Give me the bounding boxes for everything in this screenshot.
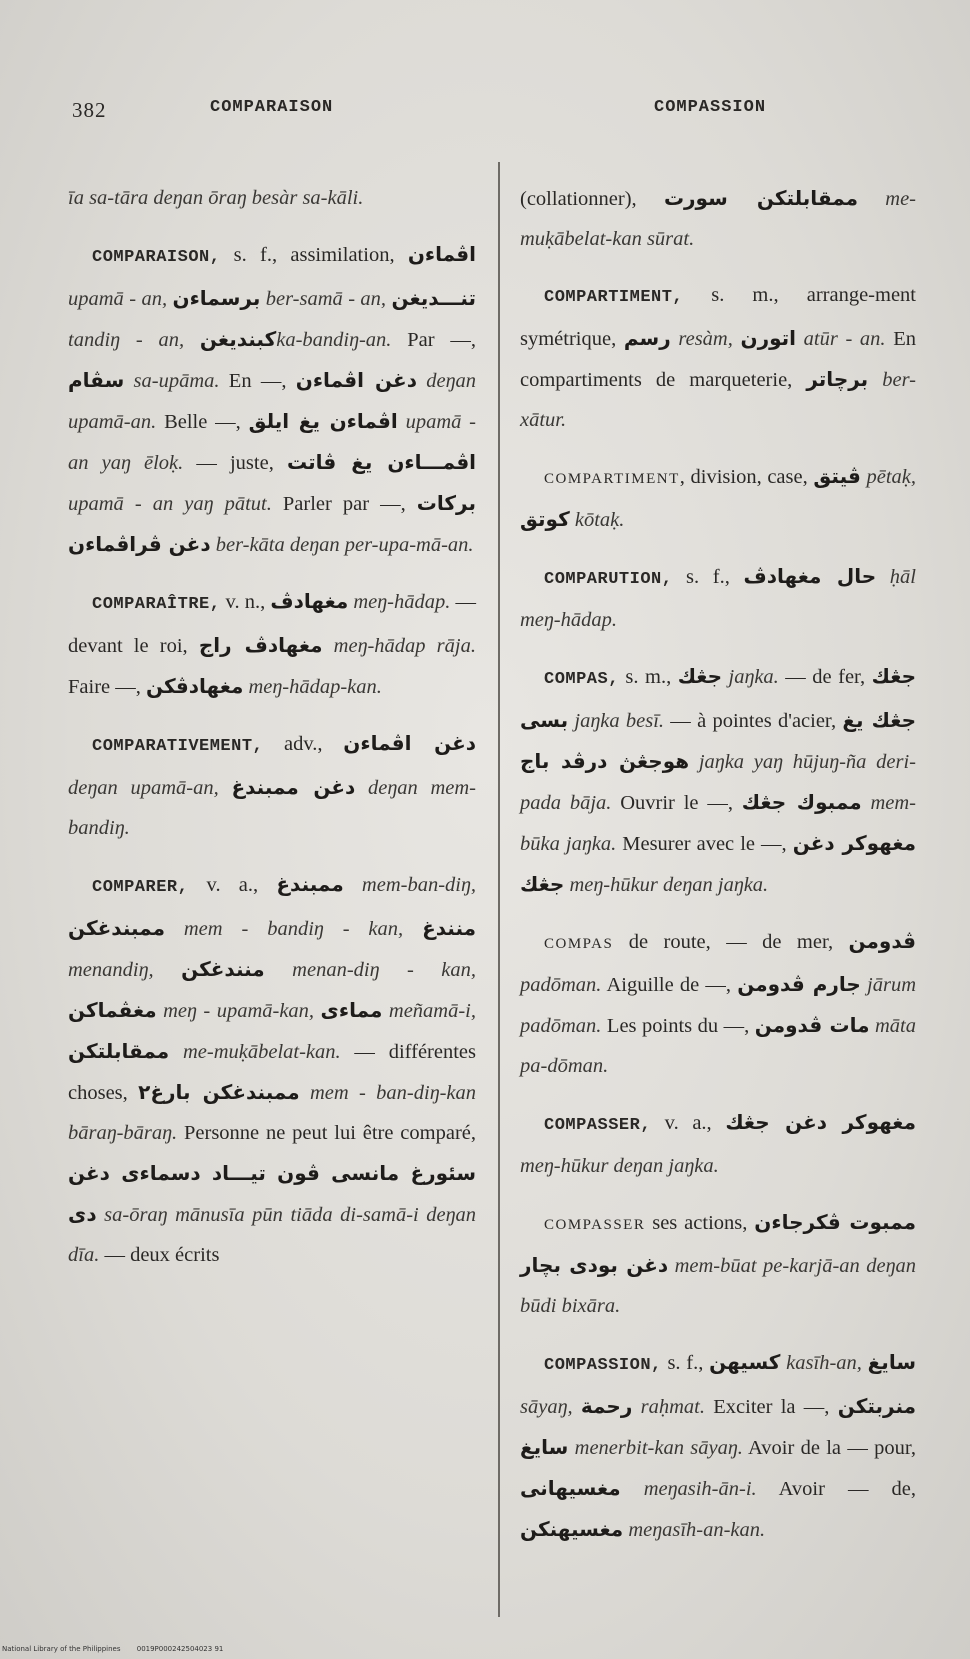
french-gloss: Aiguille de —, (601, 974, 738, 996)
romanized-term: jārum padōman. (520, 974, 916, 1037)
footer-credit (2, 1645, 237, 1653)
romanized-term: jaŋka yaŋ hūjuŋ-ña deri-pada bāja. (520, 751, 916, 814)
romanized-term: ḥāl meŋ-hādap. (520, 566, 916, 631)
jawi-term: كبنديغن (199, 327, 277, 351)
entry-headword: COMPARAÎTRE, (92, 595, 221, 614)
jawi-term: اڤماءن يغ ايلق (248, 409, 398, 433)
romanized-term: sāyaŋ, (520, 1396, 581, 1418)
jawi-term: مغسيهانى (520, 1476, 621, 1500)
romanized-term: menerbit-kan sāyaŋ. (568, 1437, 743, 1459)
dictionary-entry (68, 864, 476, 1275)
romanized-term: jaŋka besī. (568, 710, 665, 732)
jawi-term: سايغ (867, 1350, 916, 1374)
jawi-term: سئورغ مانسى ڤون تيـــاد دسماءى دغن دى (68, 1161, 476, 1226)
dictionary-entry (520, 1342, 916, 1550)
romanized-term: meñamā-i, (382, 1000, 476, 1022)
running-header (0, 98, 970, 128)
romanized-term: māta pa-dōman. (520, 1015, 917, 1077)
dictionary-entry (520, 1102, 916, 1186)
jawi-term: ممبندغكن بارغ٢ (138, 1080, 300, 1104)
jawi-term: برچاتر (806, 367, 869, 391)
jawi-term: جڠك بسى (520, 664, 916, 732)
column-divider (498, 162, 500, 1617)
romanized-term: pētaḳ, (860, 466, 916, 488)
left-column (68, 178, 476, 1291)
dictionary-entry (520, 178, 916, 259)
romanized-term: meŋasih-ān-i. (620, 1478, 757, 1500)
french-gloss: — deux écrits (99, 1244, 220, 1266)
french-gloss: — juste, (183, 452, 287, 474)
french-gloss: — de fer, (778, 666, 872, 688)
french-gloss: Avoir — de, (756, 1478, 916, 1500)
french-gloss: v. n., (220, 591, 271, 613)
french-gloss: de route, — de mer, (613, 931, 849, 953)
romanized-term: raḥmat. (632, 1396, 705, 1418)
entry-headword: COMPARUTION, (544, 570, 673, 589)
header-left-title: COMPARAISON (210, 98, 334, 117)
french-gloss: — devant le roi, (68, 591, 477, 657)
french-gloss: Les points du —, (601, 1015, 755, 1037)
entry-headword: COMPARTIMENT, (544, 288, 684, 307)
entry-headword: COMPASSION, (544, 1356, 662, 1375)
french-gloss: , division, case, (679, 466, 814, 488)
jawi-term: ممقابلتكن (68, 1039, 170, 1063)
jawi-term: جارم ڤدومن (737, 972, 861, 996)
entry-headword: COMPASSER (544, 1217, 646, 1233)
french-gloss: Faire —, (68, 676, 146, 698)
jawi-term: ڤدومن (848, 929, 916, 953)
french-gloss: s. m., arrange-ment symétrique, (520, 284, 916, 350)
french-gloss: Avoir de la — pour, (742, 1437, 916, 1459)
jawi-term: جڠك (677, 664, 723, 688)
romanized-term: mem-būka jaŋka. (520, 792, 916, 855)
dictionary-entry (520, 456, 916, 540)
romanized-term: meŋ-hūkur deŋan jaŋka. (520, 1155, 719, 1177)
romanized-term: upamā - an, (68, 288, 173, 310)
romanized-term: me-muḳābelat-kan sūrat. (520, 188, 916, 250)
french-gloss: ses actions, (645, 1212, 755, 1234)
romanized-term: meŋ - upamā-kan, (156, 1000, 321, 1022)
jawi-term: رسم (623, 326, 671, 350)
french-gloss: Mesurer avec le —, (616, 833, 793, 855)
romanized-term: padōman. (520, 974, 602, 996)
french-gloss: v. a., (651, 1112, 726, 1134)
jawi-term: رحمة (580, 1394, 633, 1418)
jawi-term: مغهوكر دغن جڠك (725, 1110, 916, 1134)
jawi-term: دغن ممبندغ (231, 775, 356, 799)
entry-headword: COMPASSER, (544, 1116, 652, 1135)
jawi-term: اتورن (740, 326, 796, 350)
romanized-term: īa sa-tāra deŋan ōraŋ besàr sa-kāli. (68, 187, 364, 209)
jawi-term: ممبندغ (276, 872, 344, 896)
romanized-term: menan-diŋ - kan, (264, 959, 477, 981)
romanized-term: upamā - an yaŋ pātut. (68, 493, 272, 515)
romanized-term: meŋ-hūkur deŋan jaŋka. (564, 874, 769, 896)
entry-headword: COMPARAISON, (92, 248, 221, 267)
french-gloss: Ouvrir le —, (611, 792, 742, 814)
romanized-term: ber-kāta deŋan per-upa-mā-an. (210, 534, 474, 556)
romanized-term: sa-ōraŋ mānusīa pūn tiāda di-samā-i deŋan dīa. (68, 1204, 476, 1266)
jawi-term: برسماءن (172, 286, 261, 310)
jawi-term: ڤيتق (813, 464, 861, 488)
entry-headword: COMPARER, (92, 878, 189, 897)
header-right-title: COMPASSION (654, 98, 767, 117)
dictionary-entry (68, 581, 476, 707)
romanized-term: mem - bandiŋ - kan, (164, 918, 423, 940)
jawi-term: ممبوت ڤكرجاءن دغن بودى بچار (520, 1210, 916, 1277)
entry-headword: COMPARATIVEMENT, (92, 737, 264, 756)
romanized-term: mem - ban-diŋ-kan bāraŋ-bāraŋ. (68, 1082, 476, 1144)
page-number: 382 (72, 98, 107, 122)
dictionary-entry (520, 275, 916, 440)
romanized-term: jaŋka. (722, 666, 779, 688)
jawi-term: ممبوك جڠك (741, 790, 862, 814)
french-gloss: — à pointes d'acier, (664, 710, 843, 732)
entry-headword: COMPAS (544, 936, 614, 952)
jawi-term: ممقابلتكن سورت (663, 186, 859, 210)
jawi-term: دغن اڤماءن (295, 368, 417, 392)
romanized-term: deŋan upamā-an, (68, 777, 232, 799)
jawi-term: مغهادڤ (270, 589, 349, 613)
romanized-term: sa-upāma. (124, 370, 220, 392)
french-gloss: s. f., (661, 1352, 710, 1374)
french-gloss: v. a., (188, 874, 277, 896)
french-gloss: adv., (263, 733, 344, 755)
dictionary-entry (68, 178, 476, 218)
jawi-term: مغهوكر دغن جڠك (520, 831, 916, 896)
footer-library: National Library of the Philippines (2, 1645, 121, 1653)
entry-headword: COMPAS, (544, 670, 619, 689)
romanized-term: deŋan upamā-an. (68, 370, 476, 433)
french-gloss: s. m., (618, 666, 678, 688)
french-gloss: Par —, (391, 329, 476, 351)
jawi-term: كوتق (520, 507, 570, 531)
jawi-term: دغن اڤماءن (343, 731, 476, 755)
romanized-term: kasīh-an, (780, 1352, 868, 1374)
romanized-term: resàm, (670, 328, 741, 350)
entry-headword: COMPARTIMENT (544, 471, 680, 487)
romanized-term: upamā - an yaŋ ēloḳ. (68, 411, 477, 474)
jawi-term: جڠك يغ هوجڠڽ درڤد باج (520, 708, 916, 773)
jawi-term: مغهادڤكن (146, 674, 244, 698)
romanized-term: ber-samā - an, (260, 288, 392, 310)
jawi-term: تنـــديغن (391, 286, 476, 310)
jawi-term: اڤماءن (407, 242, 476, 266)
jawi-term: مات ڤدومن (754, 1013, 870, 1037)
romanized-term: deŋan mem-bandiŋ. (68, 777, 476, 839)
jawi-term: منندغكن (181, 957, 265, 981)
romanized-term: meŋasīh-an-kan. (623, 1519, 766, 1541)
jawi-term: كسيهن (709, 1350, 781, 1374)
jawi-term: سڤام (68, 368, 125, 392)
french-gloss: (collationner), (520, 188, 664, 210)
romanized-term: menandiŋ, (68, 959, 182, 981)
romanized-term: meŋ-hādap rāja. (322, 635, 476, 657)
jawi-term: منربتكن سايغ (520, 1394, 917, 1459)
french-gloss: s. f., (672, 566, 744, 588)
french-gloss: Parler par —, (271, 493, 417, 515)
french-gloss: Exciter la —, (704, 1396, 838, 1418)
dictionary-entry (68, 234, 476, 565)
french-gloss: En —, (219, 370, 296, 392)
jawi-term: مغهادڤ راج (198, 633, 323, 657)
right-column (520, 178, 916, 1566)
french-gloss: En compartiments de marqueterie, (520, 328, 916, 391)
jawi-term: اڤمـــاءن يغ ڤاتت (286, 450, 477, 474)
french-gloss: — différentes choses, (68, 1041, 476, 1104)
romanized-term: kōtaḳ. (569, 509, 625, 531)
french-gloss: Belle —, (156, 411, 249, 433)
jawi-term: مغڤماكن (68, 998, 157, 1022)
french-gloss: Personne ne peut lui être comparé, (177, 1122, 476, 1144)
romanized-term: mem-būat pe-karjā-an deŋan būdi bixāra. (520, 1255, 916, 1317)
french-gloss: s. f., assimilation, (220, 244, 408, 266)
romanized-term: ka-bandiŋ-an. (276, 329, 392, 351)
romanized-term: meŋ-hādap-kan. (243, 676, 382, 698)
romanized-term: atūr - an. (796, 328, 886, 350)
jawi-term: مماءى (320, 998, 383, 1022)
jawi-term: منندغ (422, 916, 476, 940)
dictionary-entry (520, 1202, 916, 1326)
romanized-term: tandiŋ - an, (68, 329, 200, 351)
romanized-term: meŋ-hādap. (348, 591, 451, 613)
jawi-term: حال مغهادڤ (743, 564, 877, 588)
dictionary-entry (68, 723, 476, 848)
jawi-term: بركات دغن ڤراڤماءن (68, 491, 476, 556)
dictionary-entry (520, 921, 916, 1086)
romanized-term: mem-ban-diŋ, (343, 874, 476, 896)
footer-code: 0019P000242504023 91 (136, 1645, 224, 1653)
jawi-term: ممبندغكن (68, 916, 165, 940)
jawi-term: مغسيهنكن (520, 1517, 624, 1541)
romanized-term: me-muḳābelat-kan. (169, 1041, 341, 1063)
dictionary-entry (520, 556, 916, 640)
romanized-term: ber-xātur. (520, 369, 916, 431)
dictionary-entry (520, 656, 916, 905)
